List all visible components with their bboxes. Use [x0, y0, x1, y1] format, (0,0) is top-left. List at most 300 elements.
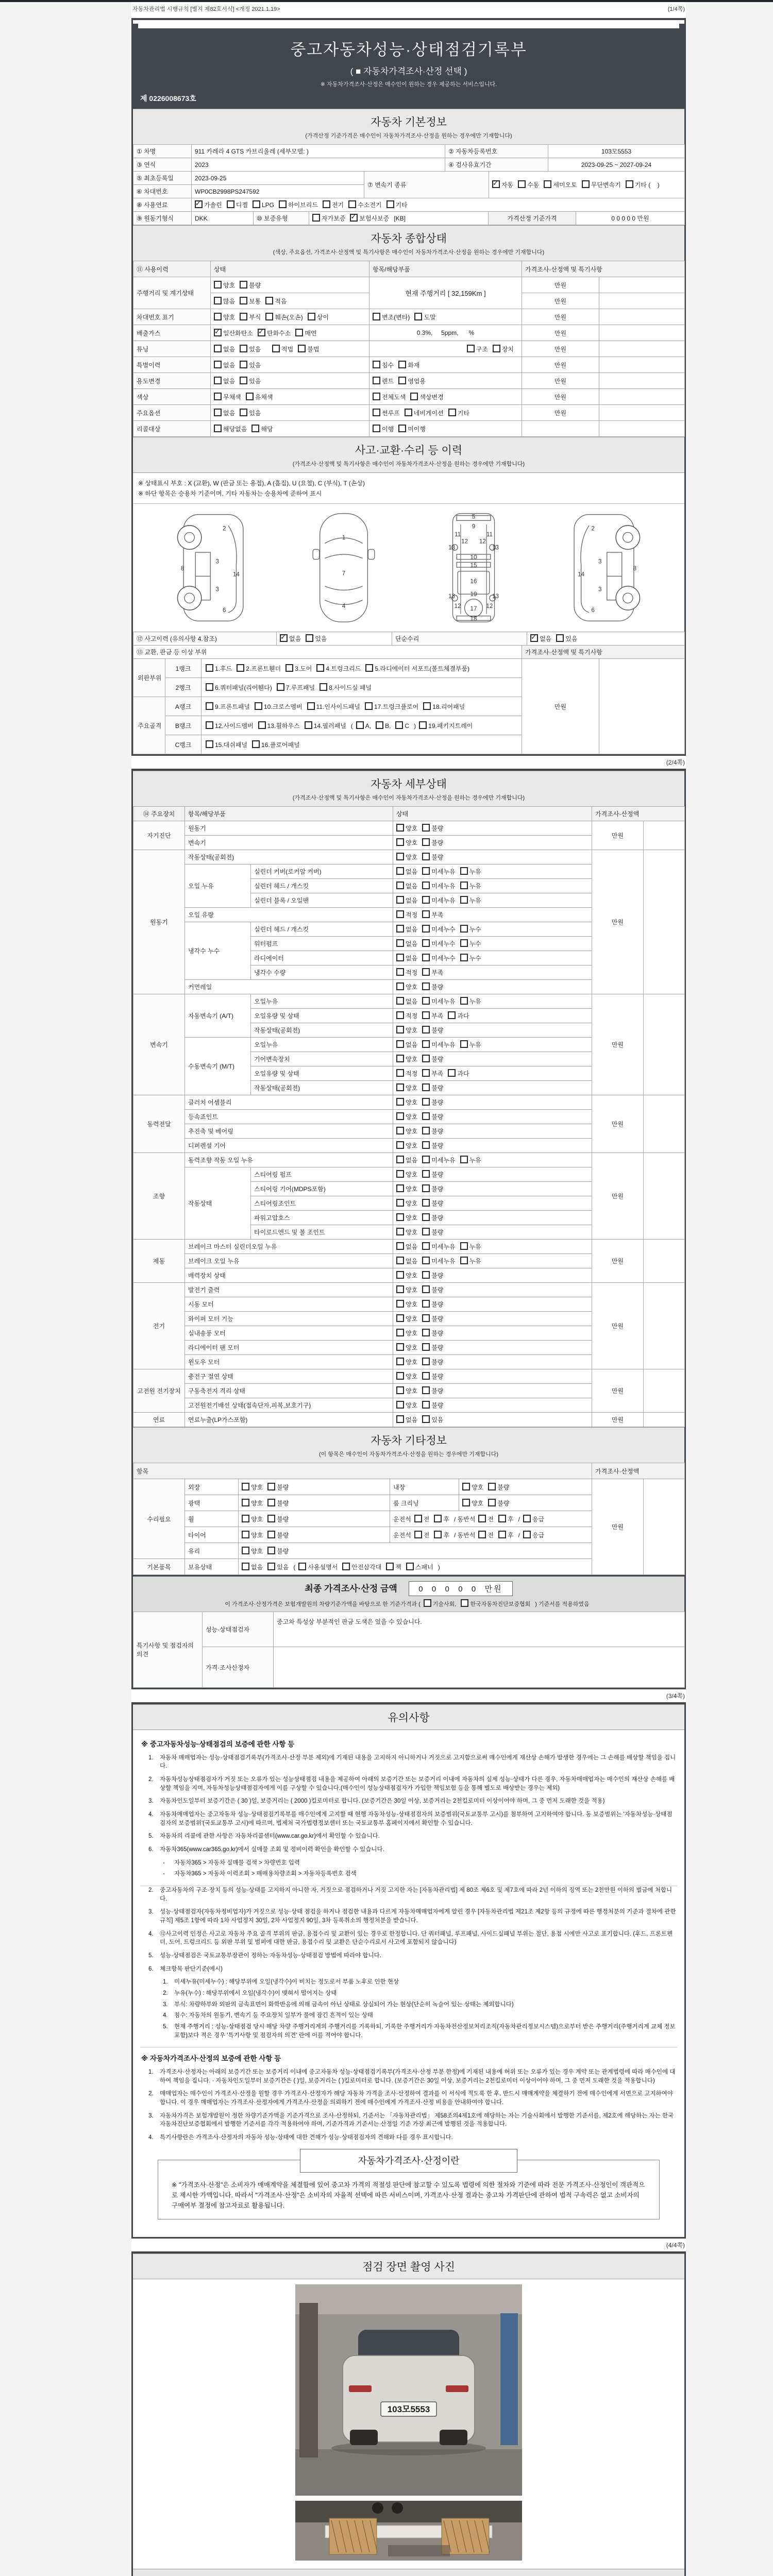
checked-checkbox-icon[interactable]	[530, 634, 538, 642]
unchecked-checkbox-icon[interactable]	[422, 1098, 430, 1106]
unchecked-checkbox-icon[interactable]	[242, 1531, 249, 1538]
unchecked-checkbox-icon[interactable]	[498, 1531, 506, 1538]
unchecked-checkbox-icon[interactable]	[423, 702, 431, 710]
unchecked-checkbox-icon[interactable]	[267, 1531, 275, 1538]
checkbox-option[interactable]	[422, 1329, 443, 1337]
unchecked-checkbox-icon[interactable]	[396, 1271, 404, 1279]
checked-checkbox-icon[interactable]	[350, 214, 358, 222]
checkbox-option[interactable]	[422, 1271, 443, 1280]
unchecked-checkbox-icon[interactable]	[258, 721, 266, 729]
unchecked-checkbox-icon[interactable]	[396, 1314, 404, 1322]
unchecked-checkbox-icon[interactable]	[414, 1515, 422, 1522]
checkbox-option[interactable]	[365, 664, 469, 673]
unchecked-checkbox-icon[interactable]	[518, 180, 526, 188]
unchecked-checkbox-icon[interactable]	[365, 664, 373, 672]
checkbox-option[interactable]	[320, 683, 372, 692]
unchecked-checkbox-icon[interactable]	[242, 1547, 249, 1554]
unchecked-checkbox-icon[interactable]	[323, 200, 330, 208]
checkbox-option[interactable]	[406, 1563, 433, 1571]
checkbox-option[interactable]	[342, 1563, 381, 1571]
unchecked-checkbox-icon[interactable]	[396, 824, 404, 832]
checkbox-option[interactable]	[227, 200, 248, 209]
checkbox-option[interactable]	[242, 1515, 263, 1523]
checkbox-option[interactable]	[298, 1563, 338, 1571]
checkbox-option[interactable]	[373, 313, 410, 321]
checkbox-option[interactable]	[305, 721, 346, 730]
unchecked-checkbox-icon[interactable]	[488, 1499, 496, 1506]
checkbox-option[interactable]	[396, 1199, 417, 1208]
checkbox-option[interactable]	[396, 1141, 417, 1150]
checkbox-option[interactable]	[255, 702, 303, 711]
unchecked-checkbox-icon[interactable]	[460, 896, 468, 904]
unchecked-checkbox-icon[interactable]	[240, 281, 247, 289]
unchecked-checkbox-icon[interactable]	[460, 925, 468, 933]
unchecked-checkbox-icon[interactable]	[265, 297, 273, 304]
checkbox-option[interactable]	[214, 345, 235, 353]
checkbox-option[interactable]	[396, 1401, 417, 1410]
checkbox-option[interactable]	[460, 1242, 481, 1251]
checkbox-option[interactable]	[240, 281, 261, 290]
unchecked-checkbox-icon[interactable]	[255, 702, 262, 710]
unchecked-checkbox-icon[interactable]	[242, 1483, 249, 1490]
checkbox-option[interactable]	[396, 1098, 417, 1107]
checkbox-option[interactable]	[396, 1386, 417, 1395]
unchecked-checkbox-icon[interactable]	[396, 1257, 404, 1264]
checkbox-option[interactable]	[396, 982, 417, 991]
checkbox-option[interactable]	[396, 1372, 417, 1381]
checkbox-option[interactable]	[396, 1170, 417, 1179]
unchecked-checkbox-icon[interactable]	[422, 838, 430, 846]
checkbox-option[interactable]	[448, 1069, 469, 1078]
unchecked-checkbox-icon[interactable]	[252, 740, 260, 748]
unchecked-checkbox-icon[interactable]	[422, 824, 430, 832]
unchecked-checkbox-icon[interactable]	[422, 1386, 430, 1394]
unchecked-checkbox-icon[interactable]	[214, 297, 222, 304]
unchecked-checkbox-icon[interactable]	[434, 1531, 442, 1538]
checkbox-option[interactable]	[396, 910, 417, 919]
unchecked-checkbox-icon[interactable]	[240, 297, 247, 304]
checkbox-option[interactable]	[414, 1515, 430, 1523]
unchecked-checkbox-icon[interactable]	[396, 1141, 404, 1149]
unchecked-checkbox-icon[interactable]	[386, 1563, 394, 1570]
checkbox-option[interactable]	[518, 180, 539, 189]
checkbox-option[interactable]	[396, 939, 417, 948]
checkbox-option[interactable]	[237, 664, 281, 673]
unchecked-checkbox-icon[interactable]	[396, 1184, 404, 1192]
checkbox-option[interactable]	[398, 361, 419, 369]
unchecked-checkbox-icon[interactable]	[422, 1156, 430, 1163]
unchecked-checkbox-icon[interactable]	[214, 281, 222, 289]
unchecked-checkbox-icon[interactable]	[386, 200, 394, 208]
unchecked-checkbox-icon[interactable]	[422, 1055, 430, 1062]
checkbox-option[interactable]	[414, 313, 435, 321]
unchecked-checkbox-icon[interactable]	[422, 1314, 430, 1322]
unchecked-checkbox-icon[interactable]	[396, 838, 404, 846]
checkbox-option[interactable]	[396, 896, 417, 905]
checkbox-option[interactable]	[240, 377, 261, 385]
checkbox-option[interactable]	[350, 214, 389, 223]
unchecked-checkbox-icon[interactable]	[422, 1170, 430, 1178]
checkbox-option[interactable]	[422, 1415, 443, 1424]
unchecked-checkbox-icon[interactable]	[305, 721, 312, 729]
checkbox-option[interactable]	[422, 1199, 443, 1208]
unchecked-checkbox-icon[interactable]	[398, 377, 406, 384]
checkbox-option[interactable]	[422, 896, 455, 905]
checkbox-option[interactable]	[422, 982, 443, 991]
checkbox-option[interactable]	[422, 1213, 443, 1222]
checkbox-option[interactable]	[396, 1127, 417, 1136]
unchecked-checkbox-icon[interactable]	[462, 1483, 470, 1490]
checkbox-option[interactable]	[277, 683, 315, 692]
unchecked-checkbox-icon[interactable]	[342, 1563, 350, 1570]
checkbox-option[interactable]	[422, 939, 455, 948]
checkbox-option[interactable]	[422, 824, 443, 833]
unchecked-checkbox-icon[interactable]	[498, 1515, 506, 1522]
unchecked-checkbox-icon[interactable]	[214, 393, 222, 400]
checkbox-option[interactable]	[434, 1515, 449, 1523]
unchecked-checkbox-icon[interactable]	[396, 1112, 404, 1120]
unchecked-checkbox-icon[interactable]	[422, 1271, 430, 1279]
checkbox-option[interactable]	[242, 1483, 263, 1492]
checkbox-option[interactable]	[422, 853, 443, 861]
checkbox-option[interactable]	[488, 1499, 509, 1507]
unchecked-checkbox-icon[interactable]	[298, 1563, 306, 1570]
unchecked-checkbox-icon[interactable]	[240, 409, 247, 416]
unchecked-checkbox-icon[interactable]	[307, 702, 315, 710]
checkbox-option[interactable]	[308, 313, 329, 321]
unchecked-checkbox-icon[interactable]	[396, 1213, 404, 1221]
checkbox-option[interactable]	[423, 702, 465, 711]
checkbox-option[interactable]	[422, 1156, 455, 1164]
checkbox-option[interactable]	[285, 664, 312, 673]
checkbox-option[interactable]	[396, 954, 417, 962]
checkbox-option[interactable]	[373, 425, 394, 433]
unchecked-checkbox-icon[interactable]	[272, 345, 280, 352]
checkbox-option[interactable]	[422, 1386, 443, 1395]
checkbox-option[interactable]	[422, 1184, 443, 1193]
checked-checkbox-icon[interactable]	[195, 200, 203, 208]
checkbox-option[interactable]	[396, 1156, 417, 1164]
checkbox-option[interactable]	[396, 853, 417, 861]
checkbox-option[interactable]	[396, 1083, 417, 1092]
unchecked-checkbox-icon[interactable]	[460, 1257, 468, 1264]
checkbox-option[interactable]	[323, 200, 344, 209]
checkbox-option[interactable]	[422, 1300, 443, 1309]
checkbox-option[interactable]	[267, 1483, 289, 1492]
unchecked-checkbox-icon[interactable]	[251, 425, 259, 432]
checkbox-option[interactable]	[348, 200, 381, 209]
unchecked-checkbox-icon[interactable]	[306, 634, 313, 642]
checkbox-option[interactable]	[258, 329, 291, 337]
checkbox-option[interactable]	[422, 838, 443, 847]
unchecked-checkbox-icon[interactable]	[460, 1156, 468, 1163]
unchecked-checkbox-icon[interactable]	[422, 1199, 430, 1207]
checkbox-option[interactable]	[265, 297, 287, 306]
unchecked-checkbox-icon[interactable]	[460, 1040, 468, 1048]
checkbox-option[interactable]	[246, 393, 273, 401]
unchecked-checkbox-icon[interactable]	[396, 925, 404, 933]
unchecked-checkbox-icon[interactable]	[434, 1515, 442, 1522]
checkbox-option[interactable]	[422, 1040, 455, 1049]
unchecked-checkbox-icon[interactable]	[396, 997, 404, 1005]
unchecked-checkbox-icon[interactable]	[422, 1285, 430, 1293]
checkbox-option[interactable]	[373, 377, 394, 385]
checkbox-option[interactable]	[267, 1547, 289, 1555]
unchecked-checkbox-icon[interactable]	[298, 345, 306, 352]
unchecked-checkbox-icon[interactable]	[308, 313, 315, 320]
unchecked-checkbox-icon[interactable]	[396, 968, 404, 976]
checkbox-option[interactable]	[422, 1343, 443, 1352]
checkbox-option[interactable]	[396, 1040, 417, 1049]
checkbox-option[interactable]	[460, 1040, 481, 1049]
checkbox-option[interactable]	[396, 1112, 417, 1121]
unchecked-checkbox-icon[interactable]	[460, 997, 468, 1005]
checkbox-option[interactable]	[240, 345, 261, 353]
checkbox-option[interactable]	[242, 1499, 263, 1507]
checkbox-option[interactable]	[206, 721, 254, 730]
checkbox-option[interactable]	[365, 702, 418, 711]
unchecked-checkbox-icon[interactable]	[396, 1026, 404, 1033]
checkbox-option[interactable]	[396, 1026, 417, 1035]
unchecked-checkbox-icon[interactable]	[396, 1300, 404, 1308]
checkbox-option[interactable]	[582, 180, 621, 189]
unchecked-checkbox-icon[interactable]	[214, 377, 222, 384]
unchecked-checkbox-icon[interactable]	[478, 1531, 486, 1538]
checkbox-option[interactable]	[396, 867, 417, 876]
unchecked-checkbox-icon[interactable]	[422, 954, 430, 961]
checkbox-option[interactable]	[214, 409, 235, 417]
checkbox-option[interactable]	[424, 1599, 457, 1608]
checkbox-option[interactable]	[396, 838, 417, 847]
unchecked-checkbox-icon[interactable]	[356, 721, 364, 729]
checkbox-option[interactable]	[373, 409, 400, 417]
checkbox-option[interactable]	[396, 1069, 417, 1078]
unchecked-checkbox-icon[interactable]	[237, 664, 244, 672]
checkbox-option[interactable]	[396, 1343, 417, 1352]
unchecked-checkbox-icon[interactable]	[422, 1184, 430, 1192]
checkbox-option[interactable]	[422, 954, 455, 962]
checkbox-option[interactable]	[396, 1271, 417, 1280]
checkbox-option[interactable]	[280, 634, 301, 643]
checkbox-option[interactable]	[298, 345, 319, 353]
checkbox-option[interactable]	[396, 1314, 417, 1323]
checkbox-option[interactable]	[214, 361, 235, 369]
checkbox-option[interactable]	[422, 1358, 443, 1366]
checkbox-option[interactable]	[240, 313, 261, 321]
unchecked-checkbox-icon[interactable]	[396, 1329, 404, 1336]
checked-checkbox-icon[interactable]	[280, 634, 288, 642]
checkbox-option[interactable]	[272, 345, 293, 353]
unchecked-checkbox-icon[interactable]	[396, 1415, 404, 1423]
checkbox-option[interactable]	[240, 361, 261, 369]
checkbox-option[interactable]	[460, 939, 481, 948]
checkbox-option[interactable]	[253, 200, 274, 209]
checkbox-option[interactable]	[206, 740, 247, 749]
unchecked-checkbox-icon[interactable]	[396, 1127, 404, 1134]
checkbox-option[interactable]	[460, 954, 481, 962]
unchecked-checkbox-icon[interactable]	[422, 968, 430, 976]
checkbox-option[interactable]	[376, 721, 391, 730]
checkbox-option[interactable]	[214, 329, 253, 337]
checkbox-option[interactable]	[396, 968, 417, 977]
unchecked-checkbox-icon[interactable]	[422, 982, 430, 990]
unchecked-checkbox-icon[interactable]	[523, 1531, 531, 1538]
checkbox-option[interactable]	[307, 702, 360, 711]
checkbox-option[interactable]	[422, 1170, 443, 1179]
unchecked-checkbox-icon[interactable]	[448, 1069, 456, 1077]
checkbox-option[interactable]	[240, 297, 261, 306]
unchecked-checkbox-icon[interactable]	[240, 377, 247, 384]
checkbox-option[interactable]	[523, 1531, 544, 1539]
unchecked-checkbox-icon[interactable]	[242, 1515, 249, 1522]
unchecked-checkbox-icon[interactable]	[396, 882, 404, 889]
checkbox-option[interactable]	[498, 1515, 514, 1523]
unchecked-checkbox-icon[interactable]	[396, 1098, 404, 1106]
unchecked-checkbox-icon[interactable]	[396, 853, 404, 860]
checkbox-option[interactable]	[422, 910, 443, 919]
checkbox-option[interactable]	[396, 1415, 417, 1424]
checkbox-option[interactable]	[396, 1213, 417, 1222]
unchecked-checkbox-icon[interactable]	[396, 1401, 404, 1409]
unchecked-checkbox-icon[interactable]	[396, 1055, 404, 1062]
checkbox-option[interactable]	[265, 313, 303, 321]
checkbox-option[interactable]	[460, 896, 481, 905]
checkbox-option[interactable]	[396, 1329, 417, 1337]
checkbox-option[interactable]	[267, 1563, 289, 1571]
unchecked-checkbox-icon[interactable]	[227, 200, 234, 208]
unchecked-checkbox-icon[interactable]	[376, 721, 383, 729]
unchecked-checkbox-icon[interactable]	[422, 867, 430, 875]
unchecked-checkbox-icon[interactable]	[398, 425, 406, 432]
unchecked-checkbox-icon[interactable]	[422, 1228, 430, 1235]
unchecked-checkbox-icon[interactable]	[320, 683, 327, 691]
unchecked-checkbox-icon[interactable]	[214, 425, 222, 432]
checkbox-option[interactable]	[252, 740, 300, 749]
checkbox-option[interactable]	[460, 1257, 481, 1265]
unchecked-checkbox-icon[interactable]	[373, 313, 380, 320]
checkbox-option[interactable]	[267, 1531, 289, 1539]
unchecked-checkbox-icon[interactable]	[253, 200, 260, 208]
checkbox-option[interactable]	[422, 1372, 443, 1381]
checkbox-option[interactable]	[279, 200, 318, 209]
unchecked-checkbox-icon[interactable]	[422, 853, 430, 860]
checked-checkbox-icon[interactable]	[492, 180, 500, 188]
checkbox-option[interactable]	[214, 281, 235, 290]
unchecked-checkbox-icon[interactable]	[460, 1242, 468, 1250]
unchecked-checkbox-icon[interactable]	[214, 345, 222, 352]
unchecked-checkbox-icon[interactable]	[460, 939, 468, 947]
unchecked-checkbox-icon[interactable]	[240, 345, 247, 352]
unchecked-checkbox-icon[interactable]	[422, 896, 430, 904]
checkbox-option[interactable]	[422, 1314, 443, 1323]
unchecked-checkbox-icon[interactable]	[206, 702, 213, 710]
checkbox-option[interactable]	[460, 925, 481, 934]
checkbox-option[interactable]	[422, 1083, 443, 1092]
unchecked-checkbox-icon[interactable]	[422, 1401, 430, 1409]
checkbox-option[interactable]	[396, 1242, 417, 1251]
unchecked-checkbox-icon[interactable]	[422, 1011, 430, 1019]
unchecked-checkbox-icon[interactable]	[422, 1069, 430, 1077]
checkbox-option[interactable]	[626, 180, 660, 189]
unchecked-checkbox-icon[interactable]	[285, 664, 293, 672]
checkbox-option[interactable]	[214, 393, 241, 401]
checkbox-option[interactable]	[242, 1547, 263, 1555]
unchecked-checkbox-icon[interactable]	[214, 361, 222, 368]
checkbox-option[interactable]	[544, 180, 577, 189]
checkbox-option[interactable]	[422, 1011, 443, 1020]
unchecked-checkbox-icon[interactable]	[267, 1483, 275, 1490]
checkbox-option[interactable]	[498, 1531, 514, 1539]
checkbox-option[interactable]	[422, 1401, 443, 1410]
checkbox-option[interactable]	[422, 1228, 443, 1236]
checkbox-option[interactable]	[386, 200, 408, 209]
checkbox-option[interactable]	[398, 377, 426, 385]
checkbox-option[interactable]	[306, 634, 327, 643]
unchecked-checkbox-icon[interactable]	[422, 1213, 430, 1221]
unchecked-checkbox-icon[interactable]	[277, 683, 284, 691]
checkbox-option[interactable]	[396, 824, 417, 833]
checked-checkbox-icon[interactable]	[258, 329, 265, 336]
checkbox-option[interactable]	[312, 214, 345, 223]
unchecked-checkbox-icon[interactable]	[206, 721, 213, 729]
unchecked-checkbox-icon[interactable]	[467, 345, 475, 352]
unchecked-checkbox-icon[interactable]	[242, 1563, 249, 1570]
unchecked-checkbox-icon[interactable]	[373, 425, 380, 432]
unchecked-checkbox-icon[interactable]	[422, 1415, 430, 1423]
checkbox-option[interactable]	[396, 1055, 417, 1063]
checkbox-option[interactable]	[242, 1563, 263, 1571]
checkbox-option[interactable]	[422, 882, 455, 890]
unchecked-checkbox-icon[interactable]	[396, 1069, 404, 1077]
unchecked-checkbox-icon[interactable]	[395, 721, 403, 729]
checkbox-option[interactable]	[422, 867, 455, 876]
checkbox-option[interactable]	[460, 867, 481, 876]
unchecked-checkbox-icon[interactable]	[265, 313, 273, 320]
checkbox-option[interactable]	[422, 1285, 443, 1294]
unchecked-checkbox-icon[interactable]	[396, 1228, 404, 1235]
unchecked-checkbox-icon[interactable]	[422, 997, 430, 1005]
unchecked-checkbox-icon[interactable]	[422, 1112, 430, 1120]
unchecked-checkbox-icon[interactable]	[396, 896, 404, 904]
unchecked-checkbox-icon[interactable]	[422, 939, 430, 947]
checkbox-option[interactable]	[448, 1011, 469, 1020]
unchecked-checkbox-icon[interactable]	[396, 1011, 404, 1019]
unchecked-checkbox-icon[interactable]	[396, 1372, 404, 1380]
unchecked-checkbox-icon[interactable]	[240, 313, 247, 320]
checkbox-option[interactable]	[373, 393, 406, 401]
checkbox-option[interactable]	[295, 329, 316, 337]
unchecked-checkbox-icon[interactable]	[373, 377, 380, 384]
unchecked-checkbox-icon[interactable]	[373, 409, 380, 416]
unchecked-checkbox-icon[interactable]	[523, 1515, 531, 1522]
unchecked-checkbox-icon[interactable]	[422, 1083, 430, 1091]
unchecked-checkbox-icon[interactable]	[373, 361, 380, 368]
checkbox-option[interactable]	[422, 997, 455, 1006]
checkbox-option[interactable]	[492, 180, 513, 189]
checkbox-option[interactable]	[251, 425, 273, 433]
unchecked-checkbox-icon[interactable]	[396, 1358, 404, 1365]
unchecked-checkbox-icon[interactable]	[493, 345, 500, 352]
unchecked-checkbox-icon[interactable]	[448, 409, 456, 416]
unchecked-checkbox-icon[interactable]	[462, 1499, 470, 1506]
unchecked-checkbox-icon[interactable]	[348, 200, 356, 208]
unchecked-checkbox-icon[interactable]	[267, 1515, 275, 1522]
checkbox-option[interactable]	[422, 1069, 443, 1078]
checkbox-option[interactable]	[422, 1257, 455, 1265]
checkbox-option[interactable]	[422, 925, 455, 934]
checkbox-option[interactable]	[386, 1563, 401, 1571]
checkbox-option[interactable]	[396, 1285, 417, 1294]
